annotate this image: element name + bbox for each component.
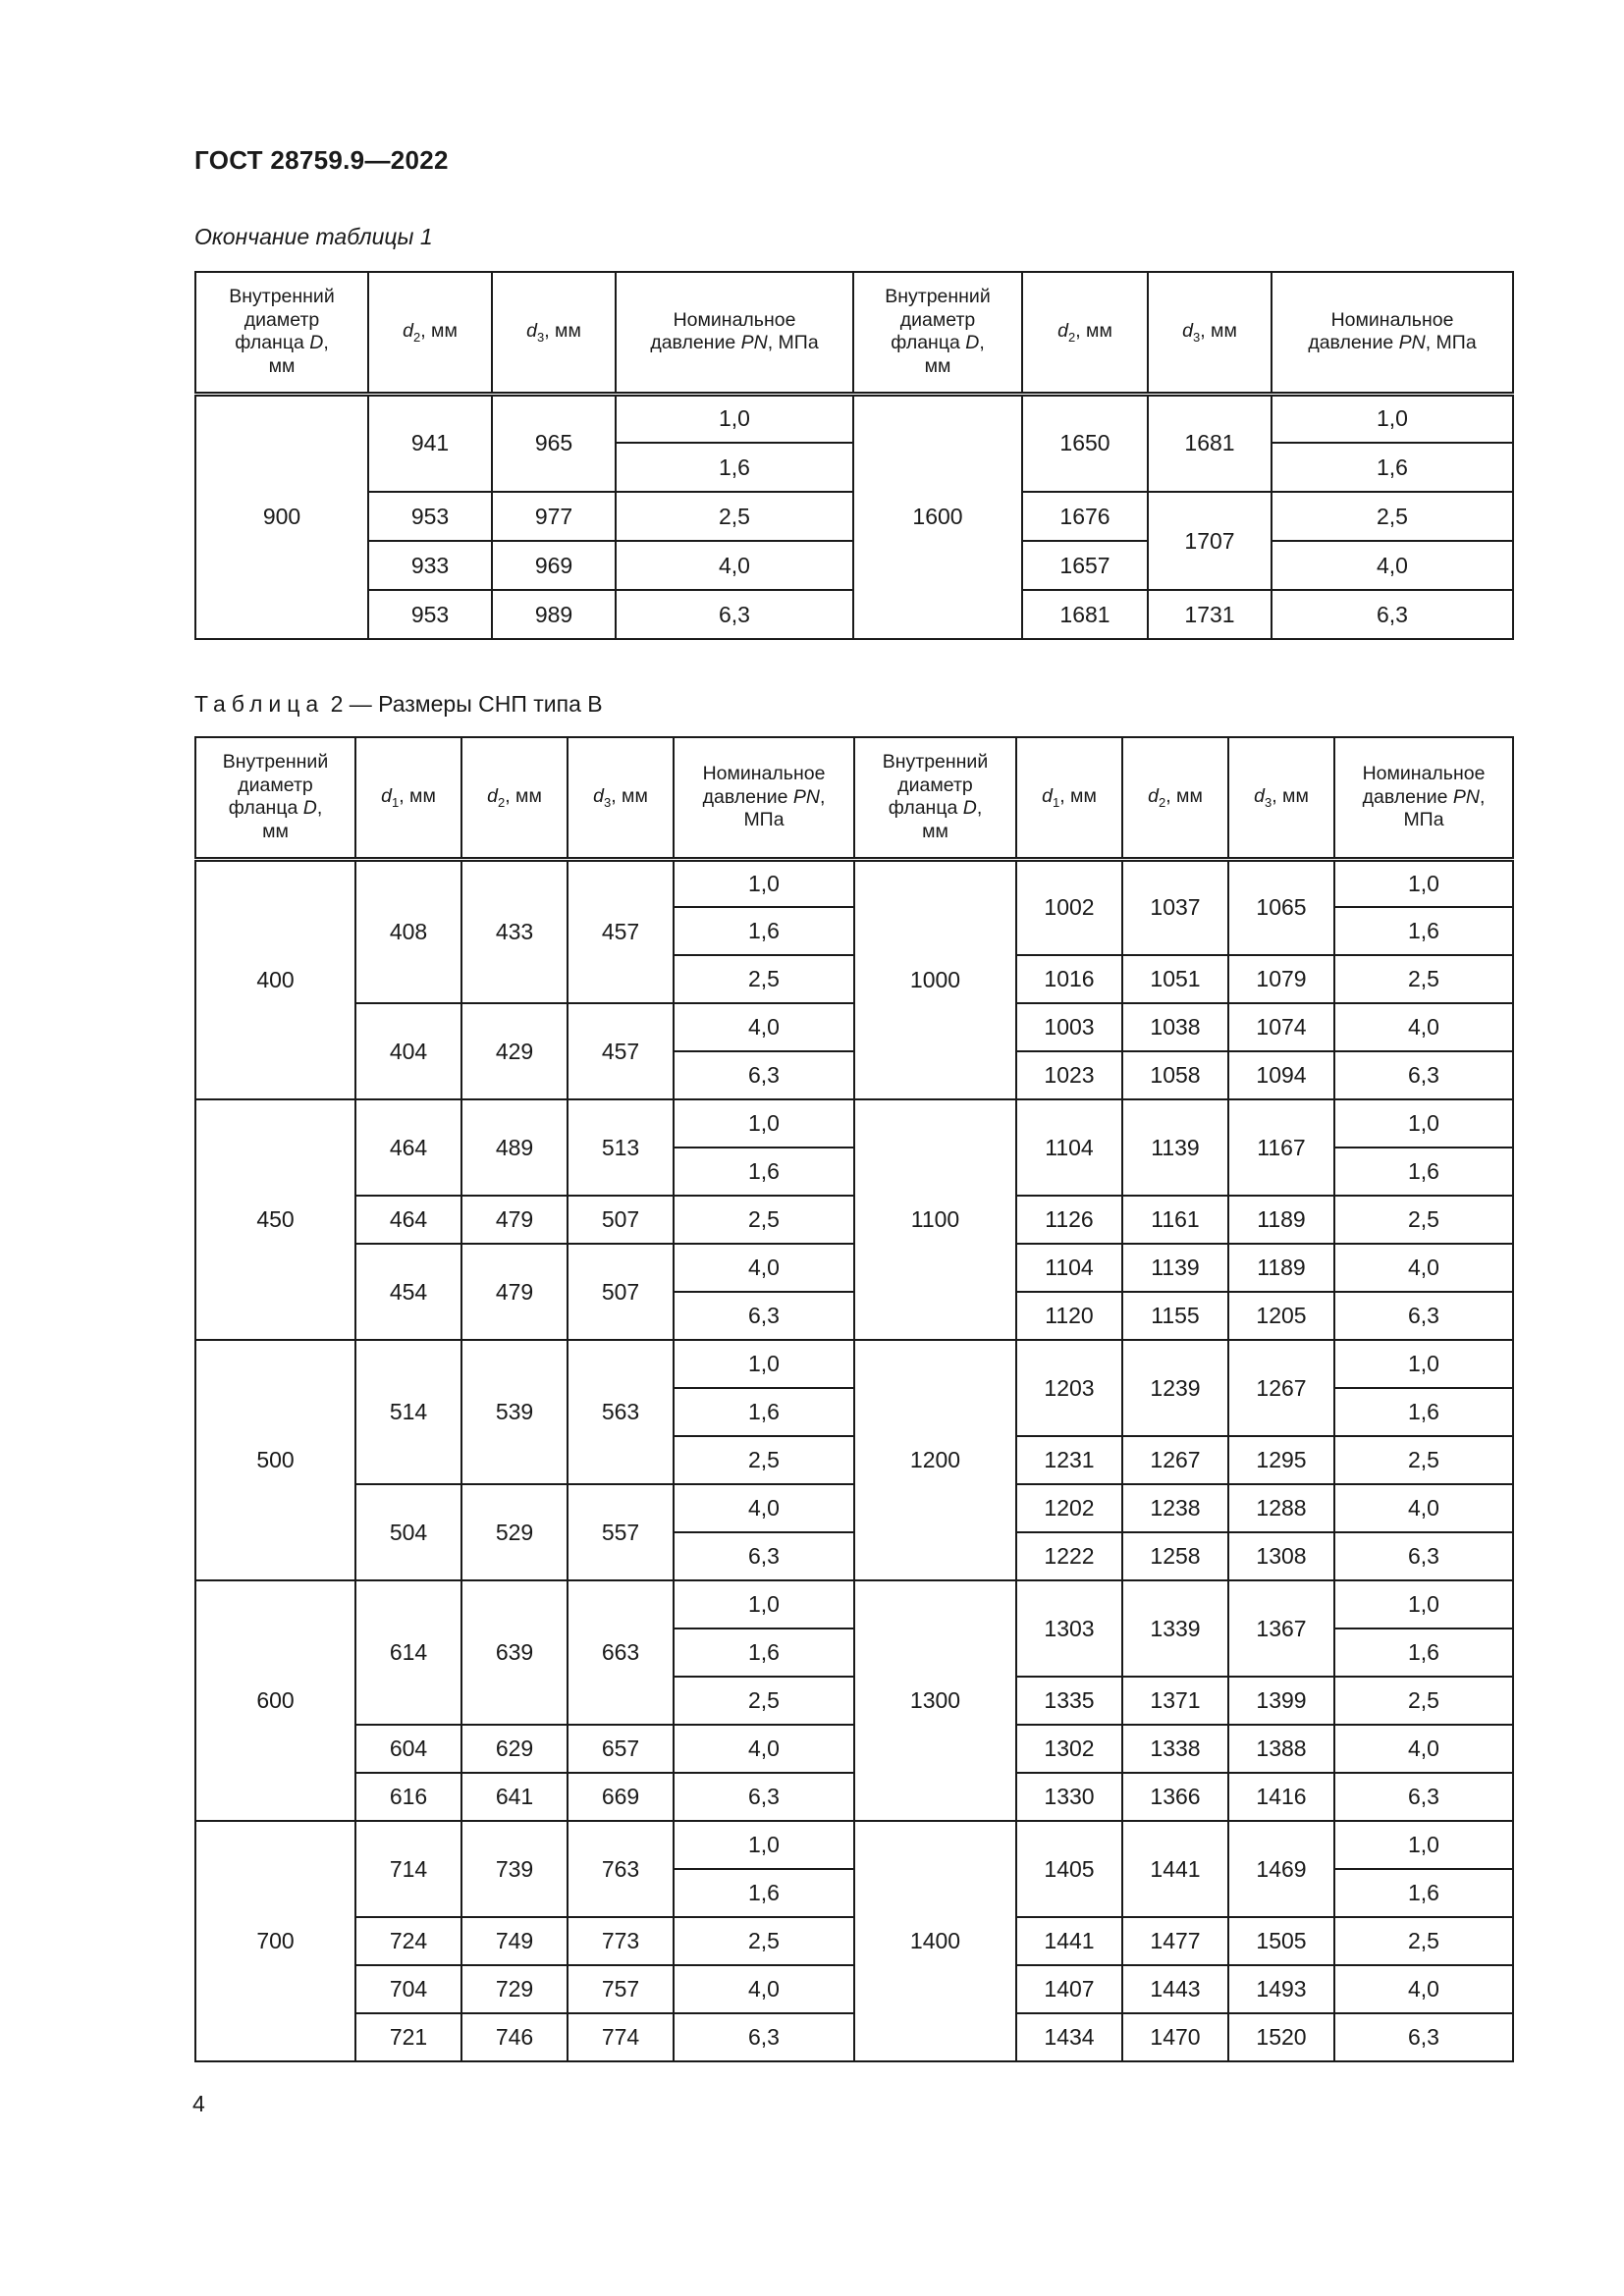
- table-cell: 774: [568, 2013, 674, 2061]
- table-cell: 1,0: [674, 1821, 854, 1869]
- table-cell: 969: [492, 541, 616, 590]
- table-cell: 1303: [1016, 1580, 1122, 1677]
- table-cell: 1,6: [1334, 907, 1513, 955]
- table-cell: 489: [461, 1099, 568, 1196]
- table-cell: 507: [568, 1196, 674, 1244]
- table-cell: 539: [461, 1340, 568, 1484]
- table-cell: 1003: [1016, 1003, 1122, 1051]
- table-cell: 1493: [1228, 1965, 1334, 2013]
- table-cell: 1434: [1016, 2013, 1122, 2061]
- header-d3: $d_3$, мм: [1228, 737, 1334, 859]
- table-cell: 1016: [1016, 955, 1122, 1003]
- table-cell: 1,0: [1272, 394, 1513, 443]
- table-cell: 1189: [1228, 1244, 1334, 1292]
- table-cell: 1139: [1122, 1244, 1228, 1292]
- table-cell: 749: [461, 1917, 568, 1965]
- table-cell: 529: [461, 1484, 568, 1580]
- table-cell: 4,0: [1334, 1484, 1513, 1532]
- table-cell: 1231: [1016, 1436, 1122, 1484]
- table-cell: 1,6: [674, 1629, 854, 1677]
- table-cell: 941: [368, 394, 492, 492]
- table-cell: 900: [195, 394, 368, 639]
- table-cell: 1238: [1122, 1484, 1228, 1532]
- table-cell: 4,0: [674, 1725, 854, 1773]
- header-nominal-pressure: Номинальное давление PN, МПа: [674, 737, 854, 859]
- header-d2: $d_2$, мм: [1122, 737, 1228, 859]
- table-cell: 1,6: [616, 443, 853, 492]
- header-d2: $d_2$, мм: [368, 272, 492, 394]
- table-cell: 1407: [1016, 1965, 1122, 2013]
- header-d1: $d_1$, мм: [355, 737, 461, 859]
- table-cell: 6,3: [674, 1532, 854, 1580]
- table-cell: 729: [461, 1965, 568, 2013]
- table-row: [195, 1821, 1513, 1869]
- table-cell: 1203: [1016, 1340, 1122, 1436]
- table-cell: 404: [355, 1003, 461, 1099]
- table-cell: 1681: [1022, 590, 1148, 639]
- table-cell: 6,3: [616, 590, 853, 639]
- table-cell: 1,0: [674, 1580, 854, 1629]
- table-cell: 1239: [1122, 1340, 1228, 1436]
- table-cell: 1335: [1016, 1677, 1122, 1725]
- table-cell: 4,0: [1272, 541, 1513, 590]
- table-cell: 1339: [1122, 1580, 1228, 1677]
- table-cell: 965: [492, 394, 616, 492]
- table-cell: 1,6: [674, 1869, 854, 1917]
- table-cell: 1707: [1148, 492, 1272, 590]
- table-cell: 4,0: [1334, 1965, 1513, 2013]
- table-cell: 1161: [1122, 1196, 1228, 1244]
- table-cell: 4,0: [1334, 1003, 1513, 1051]
- table-cell: 1079: [1228, 955, 1334, 1003]
- table-cell: 1441: [1122, 1821, 1228, 1917]
- header-nominal-pressure: Номинальное давление PN, МПа: [1334, 737, 1513, 859]
- table-cell: 1100: [854, 1099, 1016, 1340]
- table-cell: 2,5: [674, 955, 854, 1003]
- table-cell: 1139: [1122, 1099, 1228, 1196]
- table-cell: 4,0: [674, 1244, 854, 1292]
- table-cell: 1,6: [674, 1148, 854, 1196]
- table-cell: 989: [492, 590, 616, 639]
- table-cell: 1074: [1228, 1003, 1334, 1051]
- table-cell: 600: [195, 1580, 355, 1821]
- table-cell: 1388: [1228, 1725, 1334, 1773]
- table-cell: 6,3: [1334, 1051, 1513, 1099]
- table-cell: 1104: [1016, 1099, 1122, 1196]
- table-cell: 557: [568, 1484, 674, 1580]
- table-cell: 1,0: [674, 1340, 854, 1388]
- table-cell: 1657: [1022, 541, 1148, 590]
- table-cell: 507: [568, 1244, 674, 1340]
- table-cell: 953: [368, 492, 492, 541]
- table-cell: 953: [368, 590, 492, 639]
- header-inner-diameter: Внутренний диаметр фланца D, мм: [854, 737, 1016, 859]
- table-cell: 2,5: [674, 1677, 854, 1725]
- table-cell: 450: [195, 1099, 355, 1340]
- table-cell: 1,0: [674, 859, 854, 907]
- table-cell: 1,0: [1334, 1580, 1513, 1629]
- table-cell: 704: [355, 1965, 461, 2013]
- table-cell: 1167: [1228, 1099, 1334, 1196]
- table-cell: 1405: [1016, 1821, 1122, 1917]
- table-cell: 1000: [854, 859, 1016, 1099]
- table-cell: 1205: [1228, 1292, 1334, 1340]
- table-cell: 1120: [1016, 1292, 1122, 1340]
- table-cell: 457: [568, 859, 674, 1003]
- table-cell: 1155: [1122, 1292, 1228, 1340]
- table-cell: 1038: [1122, 1003, 1228, 1051]
- table-cell: 1295: [1228, 1436, 1334, 1484]
- table-cell: 2,5: [616, 492, 853, 541]
- table-cell: 1520: [1228, 2013, 1334, 2061]
- header-d3: $d_3$, мм: [568, 737, 674, 859]
- table-cell: 6,3: [1272, 590, 1513, 639]
- table-cell: 1,0: [674, 1099, 854, 1148]
- table-cell: 464: [355, 1099, 461, 1196]
- table-cell: 629: [461, 1725, 568, 1773]
- table-cell: 739: [461, 1821, 568, 1917]
- table-cell: 1681: [1148, 394, 1272, 492]
- table-cell: 1,6: [1334, 1869, 1513, 1917]
- table-cell: 773: [568, 1917, 674, 1965]
- table-cell: 4,0: [1334, 1725, 1513, 1773]
- table-cell: 479: [461, 1196, 568, 1244]
- table-cell: 1600: [853, 394, 1022, 639]
- header-d2: $d_2$, мм: [1022, 272, 1148, 394]
- table-cell: 1400: [854, 1821, 1016, 2061]
- table-cell: 1,6: [1334, 1629, 1513, 1677]
- table-cell: 2,5: [1272, 492, 1513, 541]
- table-cell: 1330: [1016, 1773, 1122, 1821]
- table-cell: 1371: [1122, 1677, 1228, 1725]
- header-inner-diameter: Внутренний диаметр фланца D, мм: [853, 272, 1022, 394]
- table-cell: 6,3: [674, 1051, 854, 1099]
- table-cell: 464: [355, 1196, 461, 1244]
- table-cell: 6,3: [1334, 1773, 1513, 1821]
- table-cell: 1399: [1228, 1677, 1334, 1725]
- table-cell: 641: [461, 1773, 568, 1821]
- table-cell: 2,5: [1334, 1436, 1513, 1484]
- table-1: [194, 271, 1514, 640]
- table-cell: 1,0: [1334, 1099, 1513, 1148]
- table-cell: 6,3: [1334, 1292, 1513, 1340]
- table-cell: 1126: [1016, 1196, 1122, 1244]
- table-cell: 500: [195, 1340, 355, 1580]
- table-cell: 2,5: [1334, 1196, 1513, 1244]
- table-cell: 1,6: [1334, 1388, 1513, 1436]
- table-cell: 4,0: [1334, 1244, 1513, 1292]
- table-cell: 1065: [1228, 859, 1334, 955]
- table-1-caption: Окончание таблицы 1: [194, 224, 433, 249]
- table-cell: 1650: [1022, 394, 1148, 492]
- table-cell: 4,0: [674, 1484, 854, 1532]
- table-cell: 563: [568, 1340, 674, 1484]
- table-cell: 1267: [1228, 1340, 1334, 1436]
- table-cell: 2,5: [674, 1436, 854, 1484]
- header-nominal-pressure: Номинальное давление PN, МПа: [1272, 272, 1513, 394]
- header-d3: $d_3$, мм: [1148, 272, 1272, 394]
- table-cell: 763: [568, 1821, 674, 1917]
- table-cell: 2,5: [1334, 1677, 1513, 1725]
- table-cell: 6,3: [674, 2013, 854, 2061]
- table-cell: 479: [461, 1244, 568, 1340]
- table-cell: 1,0: [1334, 859, 1513, 907]
- table-2-caption: Таблица 2 — Размеры СНП типа В: [194, 691, 603, 717]
- table-cell: 1469: [1228, 1821, 1334, 1917]
- table-cell: 6,3: [1334, 1532, 1513, 1580]
- table-cell: 1051: [1122, 955, 1228, 1003]
- page-number: 4: [192, 2091, 205, 2116]
- table-cell: 400: [195, 859, 355, 1099]
- table-cell: 1302: [1016, 1725, 1122, 1773]
- header-nominal-pressure: Номинальное давление PN, МПа: [616, 272, 853, 394]
- table-cell: 1,6: [674, 907, 854, 955]
- table-cell: 2,5: [674, 1196, 854, 1244]
- table-cell: 1367: [1228, 1580, 1334, 1677]
- table-cell: 1258: [1122, 1532, 1228, 1580]
- table-cell: 2,5: [674, 1917, 854, 1965]
- header-d2: $d_2$, мм: [461, 737, 568, 859]
- table-cell: 1202: [1016, 1484, 1122, 1532]
- table-cell: 1443: [1122, 1965, 1228, 2013]
- table-cell: 933: [368, 541, 492, 590]
- table-cell: 1094: [1228, 1051, 1334, 1099]
- table-cell: 1338: [1122, 1725, 1228, 1773]
- header-d1: $d_1$, мм: [1016, 737, 1122, 859]
- table-1-header-row: [195, 272, 1513, 394]
- table-row: [195, 394, 1513, 443]
- table-cell: 1,6: [674, 1388, 854, 1436]
- header-inner-diameter: Внутренний диаметр фланца D, мм: [195, 272, 368, 394]
- table-cell: 433: [461, 859, 568, 1003]
- table-cell: 513: [568, 1099, 674, 1196]
- table-cell: 1731: [1148, 590, 1272, 639]
- table-cell: 1676: [1022, 492, 1148, 541]
- table-cell: 454: [355, 1244, 461, 1340]
- table-cell: 1,6: [1334, 1148, 1513, 1196]
- table-row: [195, 1099, 1513, 1148]
- header-d3: $d_3$, мм: [492, 272, 616, 394]
- table-cell: 721: [355, 2013, 461, 2061]
- table-cell: 746: [461, 2013, 568, 2061]
- table-cell: 1470: [1122, 2013, 1228, 2061]
- table-cell: 4,0: [674, 1965, 854, 2013]
- table-cell: 714: [355, 1821, 461, 1917]
- table-cell: 6,3: [674, 1292, 854, 1340]
- table-cell: 724: [355, 1917, 461, 1965]
- table-cell: 4,0: [674, 1003, 854, 1051]
- table-cell: 1222: [1016, 1532, 1122, 1580]
- table-cell: 1002: [1016, 859, 1122, 955]
- table-cell: 616: [355, 1773, 461, 1821]
- table-cell: 1104: [1016, 1244, 1122, 1292]
- table-cell: 2,5: [1334, 1917, 1513, 1965]
- table-2: [194, 736, 1514, 2062]
- table-cell: 1366: [1122, 1773, 1228, 1821]
- table-cell: 4,0: [616, 541, 853, 590]
- table-cell: 757: [568, 1965, 674, 2013]
- table-cell: 657: [568, 1725, 674, 1773]
- table-cell: 604: [355, 1725, 461, 1773]
- table-cell: 1058: [1122, 1051, 1228, 1099]
- table-row: [195, 859, 1513, 907]
- table-cell: 1477: [1122, 1917, 1228, 1965]
- table-cell: 1,0: [616, 394, 853, 443]
- table-cell: 614: [355, 1580, 461, 1725]
- table-cell: 1037: [1122, 859, 1228, 955]
- table-cell: 504: [355, 1484, 461, 1580]
- table-cell: 700: [195, 1821, 355, 2061]
- table-row: [195, 1580, 1513, 1629]
- table-cell: 1288: [1228, 1484, 1334, 1532]
- table-cell: 1,0: [1334, 1340, 1513, 1388]
- table-cell: 1189: [1228, 1196, 1334, 1244]
- table-cell: 1200: [854, 1340, 1016, 1580]
- table-cell: 457: [568, 1003, 674, 1099]
- table-row: [195, 1340, 1513, 1388]
- table-cell: 514: [355, 1340, 461, 1484]
- document-header: ГОСТ 28759.9—2022: [194, 145, 449, 175]
- table-cell: 1441: [1016, 1917, 1122, 1965]
- table-cell: 663: [568, 1580, 674, 1725]
- table-cell: 669: [568, 1773, 674, 1821]
- table-cell: 429: [461, 1003, 568, 1099]
- table-cell: 639: [461, 1580, 568, 1725]
- table-cell: 1416: [1228, 1773, 1334, 1821]
- table-cell: 6,3: [1334, 2013, 1513, 2061]
- table-cell: 1023: [1016, 1051, 1122, 1099]
- table-cell: 2,5: [1334, 955, 1513, 1003]
- table-cell: 1,6: [1272, 443, 1513, 492]
- table-cell: 408: [355, 859, 461, 1003]
- table-cell: 977: [492, 492, 616, 541]
- table-2-header-row: [195, 737, 1513, 859]
- table-cell: 1300: [854, 1580, 1016, 1821]
- table-cell: 1505: [1228, 1917, 1334, 1965]
- table-cell: 1267: [1122, 1436, 1228, 1484]
- table-cell: 6,3: [674, 1773, 854, 1821]
- table-cell: 1308: [1228, 1532, 1334, 1580]
- table-cell: 1,0: [1334, 1821, 1513, 1869]
- header-inner-diameter: Внутренний диаметр фланца D, мм: [195, 737, 355, 859]
